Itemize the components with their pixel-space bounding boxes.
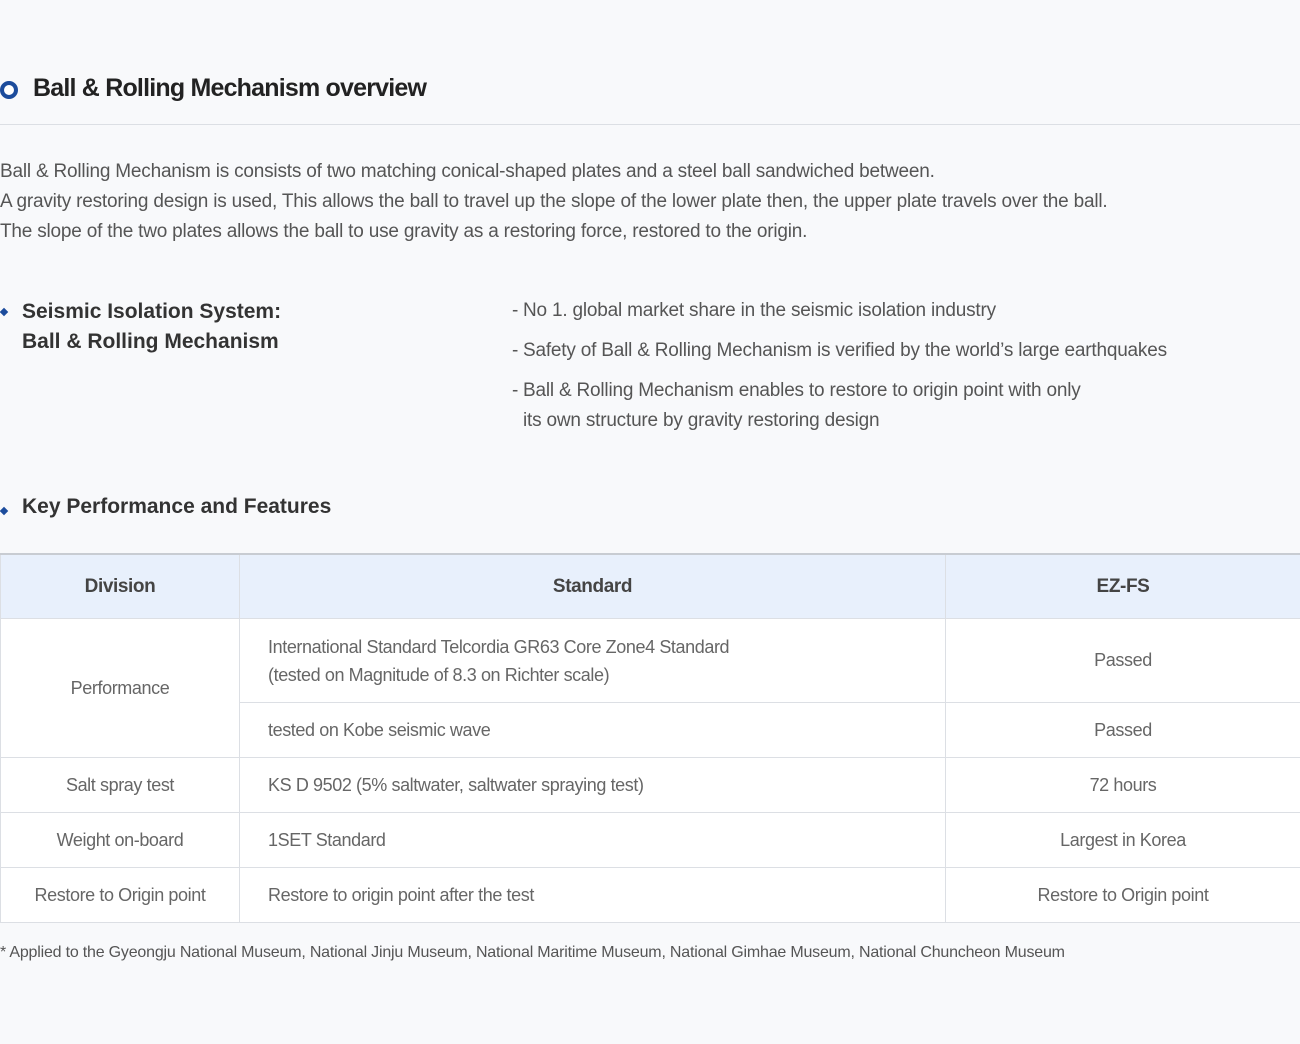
- column-header-standard: Standard: [240, 554, 946, 619]
- page-title: Ball & Rolling Mechanism overview: [33, 74, 427, 102]
- division-cell: Restore to Origin point: [1, 868, 240, 923]
- result-cell: Largest in Korea: [946, 813, 1300, 868]
- result-cell: Passed: [946, 703, 1300, 758]
- diamond-bullet-icon: [0, 507, 8, 515]
- table-row: [1, 619, 1300, 703]
- standard-cell: tested on Kobe seismic wave: [240, 703, 946, 758]
- intro-text: [0, 157, 1300, 247]
- result-cell: 72 hours: [946, 758, 1300, 813]
- circle-bullet-icon: [0, 81, 18, 99]
- table-row: [1, 813, 1300, 868]
- feature-item: - No 1. global market share in the seismic isolation industry: [512, 300, 996, 321]
- table-header-row: [1, 554, 1300, 619]
- key-performance-title: Key Performance and Features: [22, 495, 332, 518]
- system-title: Seismic Isolation System: Ball & Rolling Mechanism: [22, 300, 282, 353]
- section-heading: [0, 72, 1300, 125]
- table-row: [1, 758, 1300, 813]
- division-cell: Performance: [1, 619, 240, 758]
- table-row: [1, 868, 1300, 923]
- standard-cell: International Standard Telcordia GR63 Core Zone4 Standard (tested on Magnitude of 8.3 on Richter scale): [240, 619, 946, 703]
- feature-list: [512, 296, 1292, 446]
- standard-cell: 1SET Standard: [240, 813, 946, 868]
- result-cell: Restore to Origin point: [946, 868, 1300, 923]
- footnote: * Applied to the Gyeongju National Museum, National Jinju Museum, National Maritime Museum, National Gimhae Museum, National Chuncheon Museum: [0, 944, 1065, 961]
- diamond-bullet-icon: [0, 308, 8, 316]
- standard-cell: Restore to origin point after the test: [240, 868, 946, 923]
- column-header-division: Division: [1, 554, 240, 619]
- result-cell: Passed: [946, 619, 1300, 703]
- intro-line: A gravity restoring design is used, This allows the ball to travel up the slope of the lower plate then, the upper plate travels over the ball.: [0, 191, 1108, 212]
- feature-item: - Safety of Ball & Rolling Mechanism is verified by the world’s large earthquakes: [512, 340, 1167, 361]
- division-cell: Salt spray test: [1, 758, 240, 813]
- standard-cell: KS D 9502 (5% saltwater, saltwater spraying test): [240, 758, 946, 813]
- feature-item: - Ball & Rolling Mechanism enables to restore to origin point with only its own structure by gravity restoring design: [512, 380, 1081, 431]
- intro-line: The slope of the two plates allows the ball to use gravity as a restoring force, restored to the origin.: [0, 221, 808, 242]
- performance-table: [0, 553, 1300, 923]
- division-cell: Weight on-board: [1, 813, 240, 868]
- intro-line: Ball & Rolling Mechanism is consists of two matching conical-shaped plates and a steel ball sandwiched between.: [0, 161, 935, 182]
- column-header-ezfs: EZ-FS: [946, 554, 1300, 619]
